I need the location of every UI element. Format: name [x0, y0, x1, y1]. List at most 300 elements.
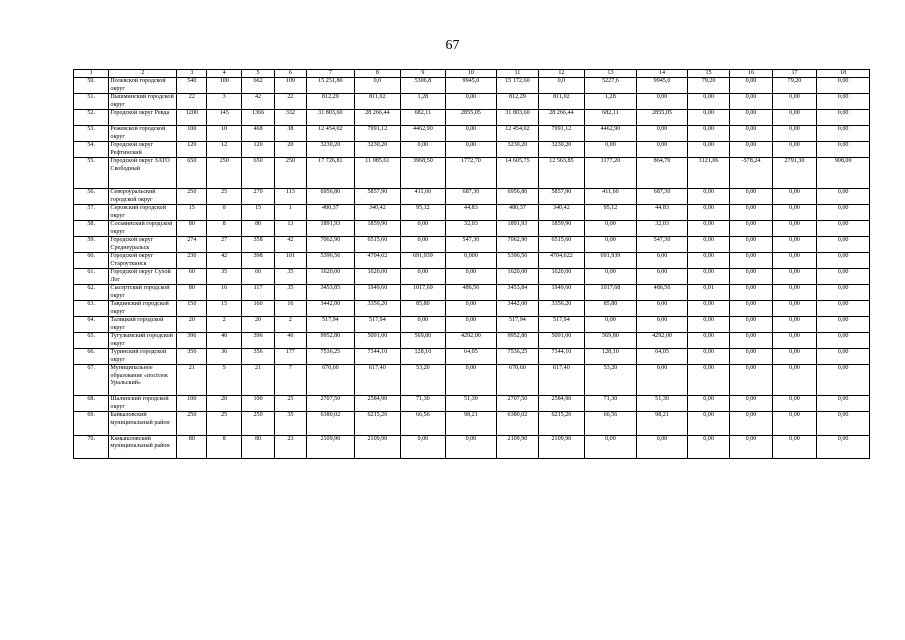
value-cell: 15: [177, 205, 207, 221]
value-cell: 617,40: [355, 365, 401, 396]
value-cell: 9952,80: [496, 333, 538, 349]
value-cell: 9945,0: [446, 78, 497, 94]
value-cell: 670,60: [306, 365, 355, 396]
value-cell: 398: [241, 253, 274, 269]
value-cell: 6956,80: [306, 189, 355, 205]
value-cell: 908,00: [817, 158, 870, 189]
value-cell: 0,00: [772, 269, 817, 285]
value-cell: 0,00: [687, 317, 729, 333]
table-row: [74, 221, 870, 237]
value-cell: 1891,93: [496, 221, 538, 237]
value-cell: 177: [275, 349, 306, 365]
table-row: [74, 396, 870, 412]
value-cell: 3453,85: [306, 285, 355, 301]
value-cell: 3356,20: [539, 301, 585, 317]
value-cell: 0,00: [817, 349, 870, 365]
row-number-cell: 61.: [74, 269, 109, 285]
value-cell: 0,000: [446, 253, 497, 269]
value-cell: 250: [207, 158, 241, 189]
table-row: [74, 412, 870, 436]
value-cell: 0,00: [772, 349, 817, 365]
value-cell: 6380,02: [496, 412, 538, 436]
row-number-cell: 67.: [74, 365, 109, 396]
municipality-name-cell: Режевской городской округ: [109, 126, 177, 142]
value-cell: 0,00: [817, 78, 870, 94]
value-cell: 1,28: [584, 94, 637, 110]
value-cell: 0,00: [730, 269, 772, 285]
value-cell: 0,00: [584, 269, 637, 285]
value-cell: 864,70: [637, 158, 688, 189]
value-cell: 1: [275, 205, 306, 221]
value-cell: 0,00: [446, 269, 497, 285]
value-cell: 71,30: [400, 396, 446, 412]
value-cell: 3230,20: [496, 142, 538, 158]
municipality-name-cell: Туринский городской округ: [109, 349, 177, 365]
column-header: 15: [687, 70, 729, 78]
column-header: 3: [177, 70, 207, 78]
value-cell: 3453,84: [496, 285, 538, 301]
value-cell: 2: [207, 317, 241, 333]
value-cell: 1620,00: [539, 269, 585, 285]
value-cell: 32,03: [637, 221, 688, 237]
value-cell: 687,30: [637, 189, 688, 205]
value-cell: 0,00: [772, 189, 817, 205]
table-row: [74, 110, 870, 126]
value-cell: 0,00: [637, 269, 688, 285]
page-number: 67: [445, 38, 460, 53]
value-cell: 66,56: [400, 412, 446, 436]
column-header: 7: [306, 70, 355, 78]
value-cell: 0,00: [687, 126, 729, 142]
value-cell: 0,00: [772, 285, 817, 301]
value-cell: 0,00: [687, 269, 729, 285]
value-cell: 0,00: [817, 269, 870, 285]
table-row: [74, 269, 870, 285]
column-header: 10: [446, 70, 497, 78]
value-cell: 7991,12: [355, 126, 401, 142]
value-cell: 79,20: [772, 78, 817, 94]
value-cell: 6380,02: [306, 412, 355, 436]
value-cell: 95,12: [400, 205, 446, 221]
value-cell: 0,00: [772, 412, 817, 436]
municipality-name-cell: Муниципальное образование «посёлок Уральский»: [109, 365, 177, 396]
value-cell: 0,00: [772, 253, 817, 269]
value-cell: 480,37: [496, 205, 538, 221]
value-cell: 100: [177, 396, 207, 412]
table-row: [74, 253, 870, 269]
value-cell: 691,939: [584, 253, 637, 269]
value-cell: 3442,00: [306, 301, 355, 317]
value-cell: 4292,00: [446, 333, 497, 349]
value-cell: 0,00: [772, 333, 817, 349]
value-cell: 80: [177, 221, 207, 237]
value-cell: 0,00: [730, 78, 772, 94]
value-cell: 0,00: [446, 365, 497, 396]
value-cell: 7344,10: [355, 349, 401, 365]
value-cell: 6215,26: [539, 412, 585, 436]
table-row: [74, 365, 870, 396]
column-header: 4: [207, 70, 241, 78]
value-cell: 98,21: [637, 412, 688, 436]
value-cell: 7991,12: [539, 126, 585, 142]
row-number-cell: 66.: [74, 349, 109, 365]
table-row: [74, 301, 870, 317]
value-cell: 3230,20: [306, 142, 355, 158]
municipality-name-cell: Серовский городской округ: [109, 205, 177, 221]
value-cell: 0,00: [730, 285, 772, 301]
table-row: [74, 142, 870, 158]
header-row: [74, 70, 870, 78]
row-number-cell: 62.: [74, 285, 109, 301]
value-cell: 6515,60: [539, 237, 585, 253]
value-cell: 687,30: [446, 189, 497, 205]
value-cell: 0,00: [772, 435, 817, 459]
value-cell: 662: [241, 78, 274, 94]
value-cell: 98,21: [446, 412, 497, 436]
value-cell: 812,29: [306, 94, 355, 110]
municipality-name-cell: Городской округ Среднеуральск: [109, 237, 177, 253]
value-cell: 15 172,60: [496, 78, 538, 94]
value-cell: 38: [275, 126, 306, 142]
value-cell: 0,00: [687, 412, 729, 436]
value-cell: 100: [241, 396, 274, 412]
table-row: [74, 237, 870, 253]
column-header: 9: [400, 70, 446, 78]
value-cell: 1,28: [400, 94, 446, 110]
row-number-cell: 58.: [74, 221, 109, 237]
value-cell: 340,42: [355, 205, 401, 221]
municipality-name-cell: Тавдинский городской округ: [109, 301, 177, 317]
value-cell: 7: [275, 365, 306, 396]
value-cell: 250: [275, 158, 306, 189]
value-cell: 11 985,61: [355, 158, 401, 189]
row-number-cell: 54.: [74, 142, 109, 158]
value-cell: 0,00: [817, 94, 870, 110]
value-cell: 40: [207, 333, 241, 349]
value-cell: 2109,90: [539, 435, 585, 459]
value-cell: 358: [241, 237, 274, 253]
value-cell: 0,00: [687, 253, 729, 269]
value-cell: 1177,20: [584, 158, 637, 189]
value-cell: 14 605,75: [496, 158, 538, 189]
value-cell: 8: [207, 435, 241, 459]
value-cell: 0,0: [539, 78, 585, 94]
value-cell: 20: [177, 317, 207, 333]
value-cell: 250: [241, 412, 274, 436]
value-cell: 15 251,80: [306, 78, 355, 94]
value-cell: 53,20: [400, 365, 446, 396]
value-cell: 31 803,60: [496, 110, 538, 126]
value-cell: 117: [241, 285, 274, 301]
value-cell: 3442,00: [496, 301, 538, 317]
value-cell: 6515,60: [355, 237, 401, 253]
value-cell: 0,00: [817, 435, 870, 459]
value-cell: 20: [207, 396, 241, 412]
value-cell: 0,00: [730, 333, 772, 349]
value-cell: 0,00: [817, 221, 870, 237]
value-cell: 0,00: [637, 301, 688, 317]
value-cell: -578,24: [730, 158, 772, 189]
value-cell: 0,00: [772, 126, 817, 142]
value-cell: 0,00: [637, 94, 688, 110]
value-cell: 811,02: [539, 94, 585, 110]
column-header: 5: [241, 70, 274, 78]
value-cell: 486,56: [446, 285, 497, 301]
value-cell: 1200: [177, 110, 207, 126]
value-cell: 682,11: [584, 110, 637, 126]
value-cell: 0,00: [817, 301, 870, 317]
value-cell: 480,37: [306, 205, 355, 221]
value-cell: 0,00: [730, 94, 772, 110]
value-cell: 120: [177, 142, 207, 158]
value-cell: 670,60: [496, 365, 538, 396]
value-cell: 0,00: [817, 396, 870, 412]
row-number-cell: 57.: [74, 205, 109, 221]
value-cell: 812,29: [496, 94, 538, 110]
value-cell: 0,00: [637, 126, 688, 142]
value-cell: 7062,90: [496, 237, 538, 253]
row-number-cell: 53.: [74, 126, 109, 142]
value-cell: 811,02: [355, 94, 401, 110]
value-cell: 0,00: [584, 317, 637, 333]
value-cell: 0,00: [687, 396, 729, 412]
value-cell: 1772,70: [446, 158, 497, 189]
value-cell: 3230,20: [539, 142, 585, 158]
value-cell: 3: [207, 94, 241, 110]
value-cell: 0,00: [730, 110, 772, 126]
value-cell: 270: [241, 189, 274, 205]
value-cell: 0,00: [730, 205, 772, 221]
value-cell: 0,00: [817, 205, 870, 221]
value-cell: 0,00: [730, 301, 772, 317]
value-cell: 0,00: [687, 435, 729, 459]
value-cell: 0,00: [637, 142, 688, 158]
value-cell: 0,00: [817, 317, 870, 333]
value-cell: 80: [241, 435, 274, 459]
value-cell: 517,94: [355, 317, 401, 333]
value-cell: 0,00: [446, 301, 497, 317]
table-row: [74, 285, 870, 301]
value-cell: 2584,90: [539, 396, 585, 412]
value-cell: 3968,50: [400, 158, 446, 189]
value-cell: 2791,30: [772, 158, 817, 189]
value-cell: 5396,56: [306, 253, 355, 269]
value-cell: 42: [207, 253, 241, 269]
table-row: [74, 78, 870, 94]
value-cell: 1949,60: [355, 285, 401, 301]
value-cell: 569,80: [400, 333, 446, 349]
municipality-name-cell: Сысертский городской округ: [109, 285, 177, 301]
value-cell: 7062,90: [306, 237, 355, 253]
value-cell: 340,42: [539, 205, 585, 221]
value-cell: 0,00: [730, 253, 772, 269]
value-cell: 0,00: [817, 333, 870, 349]
value-cell: 5091,00: [355, 333, 401, 349]
value-cell: 0,00: [817, 253, 870, 269]
value-cell: 468: [241, 126, 274, 142]
value-cell: 2584,90: [355, 396, 401, 412]
value-cell: 1891,93: [306, 221, 355, 237]
value-cell: 0,00: [446, 317, 497, 333]
row-number-cell: 50.: [74, 78, 109, 94]
value-cell: 16: [275, 301, 306, 317]
value-cell: 0,00: [400, 317, 446, 333]
value-cell: 5857,90: [539, 189, 585, 205]
value-cell: 691,939: [400, 253, 446, 269]
value-cell: 0,00: [730, 189, 772, 205]
value-cell: 0,00: [687, 94, 729, 110]
value-cell: 9945,0: [637, 78, 688, 94]
value-cell: 109: [275, 78, 306, 94]
value-cell: 51,30: [446, 396, 497, 412]
value-cell: 5857,90: [355, 189, 401, 205]
value-cell: 547,30: [446, 237, 497, 253]
table-row: [74, 189, 870, 205]
value-cell: 0,00: [817, 365, 870, 396]
value-cell: 0,00: [687, 301, 729, 317]
value-cell: 5: [207, 365, 241, 396]
value-cell: 0,00: [817, 126, 870, 142]
value-cell: 0,00: [446, 126, 497, 142]
value-cell: 17 726,81: [306, 158, 355, 189]
municipality-name-cell: Пышминский городской округ: [109, 94, 177, 110]
column-header: 17: [772, 70, 817, 78]
value-cell: 6956,80: [496, 189, 538, 205]
value-cell: 0,00: [772, 205, 817, 221]
value-cell: 2109,90: [306, 435, 355, 459]
value-cell: 274: [177, 237, 207, 253]
value-cell: 0,00: [687, 189, 729, 205]
value-cell: 0,00: [730, 126, 772, 142]
value-cell: 2109,90: [496, 435, 538, 459]
municipality-name-cell: Сосьвинский городской округ: [109, 221, 177, 237]
value-cell: 60: [177, 269, 207, 285]
value-cell: 0,00: [730, 365, 772, 396]
municipality-name-cell: Полевской городской округ: [109, 78, 177, 94]
row-number-cell: 70.: [74, 435, 109, 459]
value-cell: 13: [275, 221, 306, 237]
row-number-cell: 52.: [74, 110, 109, 126]
value-cell: 128,10: [584, 349, 637, 365]
value-cell: 0,00: [687, 365, 729, 396]
value-cell: 0,00: [400, 435, 446, 459]
municipality-name-cell: Талицкий городской округ: [109, 317, 177, 333]
value-cell: 0,01: [687, 285, 729, 301]
value-cell: 5227,6: [584, 78, 637, 94]
value-cell: 1949,60: [539, 285, 585, 301]
value-cell: 0,00: [730, 237, 772, 253]
value-cell: 0,00: [817, 285, 870, 301]
value-cell: 28 266,44: [539, 110, 585, 126]
value-cell: 0,00: [584, 142, 637, 158]
column-header: 6: [275, 70, 306, 78]
value-cell: 53,20: [584, 365, 637, 396]
value-cell: 42: [241, 94, 274, 110]
value-cell: 0,00: [772, 365, 817, 396]
value-cell: 0,00: [400, 221, 446, 237]
value-cell: 0,00: [400, 237, 446, 253]
value-cell: 113: [275, 189, 306, 205]
value-cell: 64,05: [637, 349, 688, 365]
value-cell: 0,00: [772, 301, 817, 317]
row-number-cell: 65.: [74, 333, 109, 349]
value-cell: 4704,62: [355, 253, 401, 269]
value-cell: 35: [275, 285, 306, 301]
value-cell: 71,30: [584, 396, 637, 412]
column-header: 8: [355, 70, 401, 78]
value-cell: 80: [177, 435, 207, 459]
value-cell: 1859,90: [355, 221, 401, 237]
value-cell: 22: [275, 94, 306, 110]
value-cell: 101: [275, 253, 306, 269]
value-cell: 51,30: [637, 396, 688, 412]
value-cell: 0,00: [446, 94, 497, 110]
value-cell: 12 454,02: [306, 126, 355, 142]
value-cell: 0,00: [687, 221, 729, 237]
value-cell: 4704,622: [539, 253, 585, 269]
value-cell: 2707,50: [306, 396, 355, 412]
table-row: [74, 333, 870, 349]
value-cell: 7536,25: [496, 349, 538, 365]
value-cell: 31 803,60: [306, 110, 355, 126]
value-cell: 0,00: [446, 142, 497, 158]
value-cell: 0,00: [730, 396, 772, 412]
value-cell: 100: [207, 78, 241, 94]
value-cell: 617,40: [539, 365, 585, 396]
value-cell: 0,00: [637, 317, 688, 333]
value-cell: 0,00: [772, 317, 817, 333]
value-cell: 40: [275, 333, 306, 349]
value-cell: 0,00: [817, 189, 870, 205]
column-header: 13: [584, 70, 637, 78]
row-number-cell: 64.: [74, 317, 109, 333]
value-cell: 682,11: [400, 110, 446, 126]
value-cell: 0,00: [637, 253, 688, 269]
table-row: [74, 94, 870, 110]
value-cell: 250: [177, 189, 207, 205]
value-cell: 80: [177, 285, 207, 301]
municipality-name-cell: Байкаловский муниципальный район: [109, 412, 177, 436]
value-cell: 0,00: [687, 349, 729, 365]
value-cell: 0,00: [817, 237, 870, 253]
value-cell: 486,56: [637, 285, 688, 301]
value-cell: 23: [275, 435, 306, 459]
value-cell: 0,00: [772, 396, 817, 412]
value-cell: 411,60: [584, 189, 637, 205]
value-cell: 64,05: [446, 349, 497, 365]
table-row: [74, 435, 870, 459]
value-cell: 0: [207, 205, 241, 221]
column-header: 16: [730, 70, 772, 78]
value-cell: 35: [275, 269, 306, 285]
value-cell: 25: [275, 396, 306, 412]
value-cell: 1620,00: [355, 269, 401, 285]
column-header: 18: [817, 70, 870, 78]
value-cell: 12 454,02: [496, 126, 538, 142]
value-cell: 85,80: [584, 301, 637, 317]
value-cell: 32,03: [446, 221, 497, 237]
row-number-cell: 68.: [74, 396, 109, 412]
value-cell: 44,83: [637, 205, 688, 221]
value-cell: 1620,00: [496, 269, 538, 285]
value-cell: 15: [241, 205, 274, 221]
value-cell: 250: [177, 412, 207, 436]
value-cell: 28 266,44: [355, 110, 401, 126]
value-cell: 2707,50: [496, 396, 538, 412]
municipality-name-cell: Городской округ Сухой Лог: [109, 269, 177, 285]
column-header: 1: [74, 70, 109, 78]
value-cell: 120: [241, 142, 274, 158]
